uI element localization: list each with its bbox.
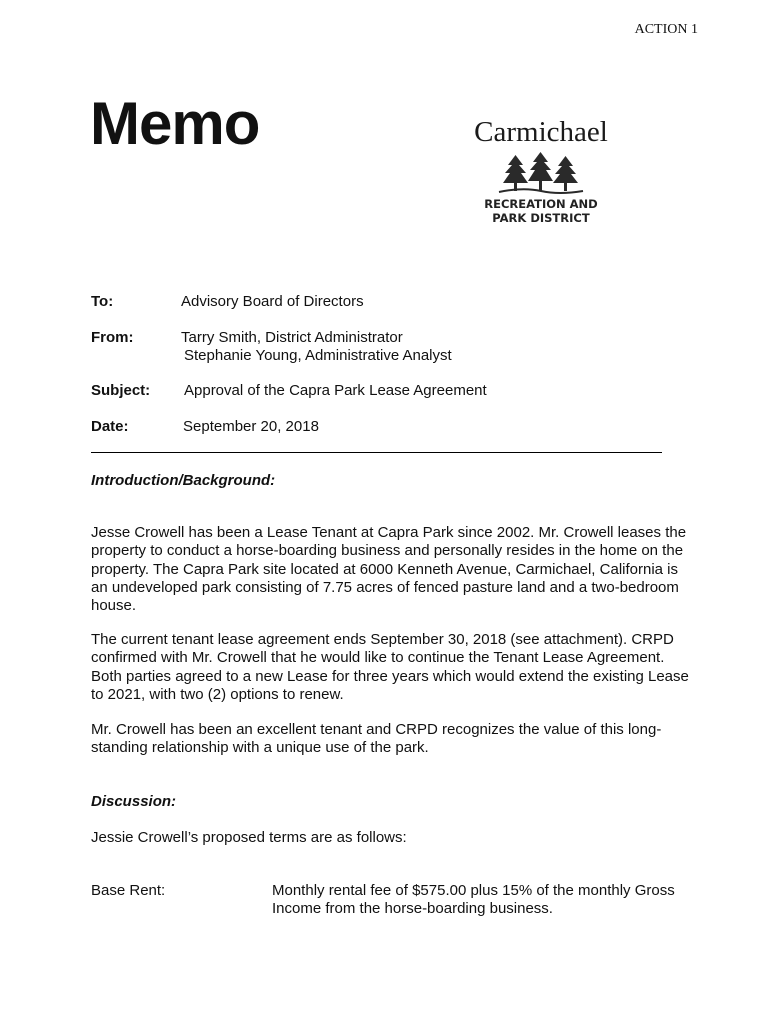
to-label: To: [91,293,114,310]
pine-trees-icon [493,151,589,195]
intro-paragraph-1: Jesse Crowell has been a Lease Tenant at Capra Park since 2002. Mr. Crowell leases the property to conduct a horse-boarding business and personally resides in the home on the property. The Capra Park site located at 6000 Kenneth Avenue, Carmichael, California is an undeveloped park consisting of 7.75 acres of fenced pasture land and a two-bedroom house. [91,524,687,615]
subject-label: Subject: [91,382,151,399]
base-rent-label: Base Rent: [91,882,166,899]
from-value-line1: Tarry Smith, District Administrator [181,329,403,346]
intro-heading: Introduction/Background: [91,472,276,489]
action-label: ACTION 1 [634,22,698,37]
header-divider [91,452,662,453]
memo-title: Memo [90,90,260,157]
intro-paragraph-3: Mr. Crowell has been an excellent tenant and CRPD recognizes the value of this long-standing relationship with a unique use of the park. [91,721,662,757]
discussion-intro: Jessie Crowell’s proposed terms are as follows: [91,829,407,846]
discussion-heading: Discussion: [91,793,177,810]
base-rent-value: Monthly rental fee of $575.00 plus 15% of the monthly Gross Income from the horse-boarding business. [272,882,675,918]
to-value: Advisory Board of Directors [181,293,364,310]
district-logo [466,118,616,225]
logo-subtitle-line1: RECREATION AND [484,197,598,211]
date-label: Date: [91,418,129,435]
from-value-line2: Stephanie Young, Administrative Analyst [184,347,452,364]
subject-value: Approval of the Capra Park Lease Agreement [184,382,487,399]
logo-subtitle-line2: PARK DISTRICT [492,211,590,225]
date-value: September 20, 2018 [183,418,319,435]
from-label: From: [91,329,134,346]
intro-paragraph-2: The current tenant lease agreement ends September 30, 2018 (see attachment). CRPD confirmed with Mr. Crowell that he would like to continue the Tenant Lease Agreement. Both parties agreed to a new Lease for three years which would extend the existing Lease to 2021, with two (2) options to renew. [91,631,689,703]
logo-name: Carmichael [474,116,608,148]
